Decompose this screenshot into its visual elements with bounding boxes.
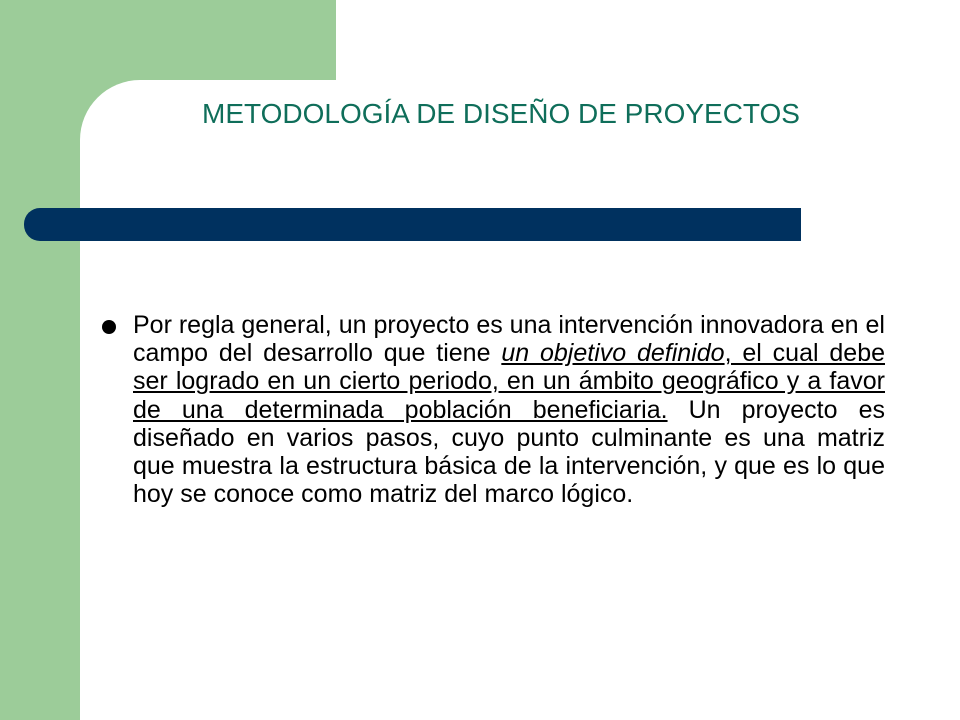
bullet-text-underlined: , el cual debe ser logrado en un cierto periodo, en un ámbito geográfico y a favor de una determinada población beneficiaria. bbox=[133, 339, 885, 424]
slide-title: METODOLOGÍA DE DISEÑO DE PROYECTOS bbox=[202, 98, 800, 129]
bullet-paragraph bbox=[133, 311, 885, 508]
bullet-text-objective: un objetivo definido bbox=[501, 339, 725, 368]
bullet-text-intro: Por regla general, un proyecto es una intervención innovadora en el campo del desarrollo que tiene bbox=[133, 311, 885, 368]
title-divider-bar bbox=[24, 208, 801, 241]
bullet-text-rest: Un proyecto es diseñado en varios pasos, cuyo punto culminante es una matriz que muestra la estructura básica de la intervención, y que es lo que hoy se conoce como matriz del marco lógico. bbox=[133, 395, 885, 509]
decorative-green-sidebar bbox=[0, 0, 80, 720]
bullet-icon bbox=[102, 320, 116, 334]
